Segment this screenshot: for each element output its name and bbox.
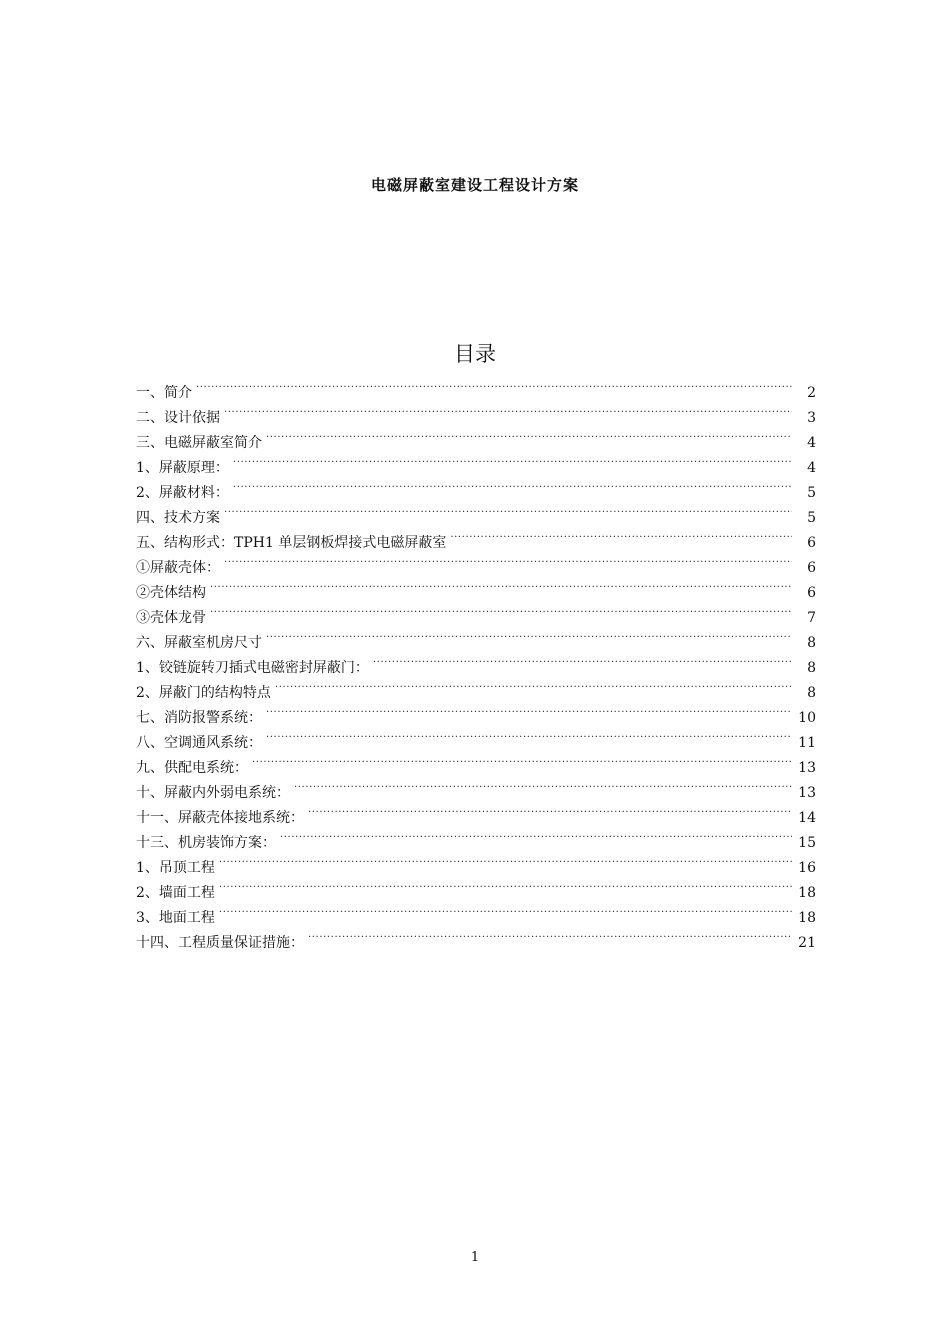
toc-entry-page: 14 bbox=[798, 810, 816, 826]
toc-dot-leader bbox=[224, 547, 792, 572]
toc-dot-leader bbox=[266, 422, 792, 447]
toc-dot-leader bbox=[196, 372, 792, 397]
toc-dot-leader bbox=[219, 847, 792, 872]
toc-dot-leader bbox=[224, 497, 792, 522]
toc-entry-label: 十一、屏蔽壳体接地系统： bbox=[136, 810, 304, 826]
toc-entry-page: 5 bbox=[807, 485, 816, 501]
toc-dot-leader bbox=[450, 522, 792, 547]
toc-entry-label: 三、电磁屏蔽室简介 bbox=[136, 435, 262, 451]
toc-entry-label: 八、空调通风系统： bbox=[136, 735, 262, 751]
toc-entry-page: 5 bbox=[807, 510, 816, 526]
document-title: 电磁屏蔽室建设工程设计方案 bbox=[370, 176, 579, 194]
toc-entry[interactable] bbox=[136, 522, 816, 551]
toc-dot-leader bbox=[294, 772, 792, 797]
toc-entry-label: 一、简介 bbox=[136, 385, 192, 401]
toc-entry[interactable] bbox=[136, 397, 816, 426]
toc-entry[interactable] bbox=[136, 372, 816, 401]
toc-entry[interactable] bbox=[136, 472, 816, 501]
table-of-contents bbox=[136, 372, 816, 951]
toc-entry-label: 1、吊顶工程 bbox=[136, 860, 215, 876]
toc-dot-leader bbox=[280, 822, 792, 847]
toc-dot-leader bbox=[308, 797, 792, 822]
toc-dot-leader bbox=[224, 397, 792, 422]
toc-entry[interactable] bbox=[136, 422, 816, 451]
toc-entry-page: 2 bbox=[807, 385, 816, 401]
toc-entry-label: 1、铰链旋转刀插式电磁密封屏蔽门： bbox=[136, 660, 369, 676]
toc-entry-label: ③壳体龙骨 bbox=[136, 610, 206, 626]
toc-entry-label: 二、设计依据 bbox=[136, 410, 220, 426]
toc-entry[interactable] bbox=[136, 497, 816, 526]
toc-dot-leader bbox=[233, 447, 792, 472]
toc-entry-label: 九、供配电系统： bbox=[136, 760, 248, 776]
toc-entry-label: 四、技术方案 bbox=[136, 510, 220, 526]
toc-entry-page: 13 bbox=[798, 785, 816, 801]
toc-dot-leader bbox=[266, 697, 792, 722]
toc-entry-label: 3、地面工程 bbox=[136, 910, 215, 926]
toc-entry-page: 6 bbox=[807, 585, 816, 601]
toc-entry[interactable] bbox=[136, 897, 816, 926]
toc-entry-page: 8 bbox=[807, 685, 816, 701]
toc-entry-page: 16 bbox=[798, 860, 816, 876]
toc-entry-label: ①屏蔽壳体： bbox=[136, 560, 220, 576]
toc-entry-page: 15 bbox=[798, 835, 816, 851]
toc-dot-leader bbox=[266, 622, 792, 647]
toc-entry[interactable] bbox=[136, 872, 816, 901]
toc-entry-page: 6 bbox=[807, 535, 816, 551]
toc-entry[interactable] bbox=[136, 922, 816, 951]
toc-entry-label: 十、屏蔽内外弱电系统： bbox=[136, 785, 290, 801]
toc-dot-leader bbox=[210, 572, 792, 597]
toc-entry[interactable] bbox=[136, 847, 816, 876]
toc-entry-page: 8 bbox=[807, 660, 816, 676]
toc-dot-leader bbox=[252, 747, 792, 772]
toc-entry-label: 十四、工程质量保证措施： bbox=[136, 935, 304, 951]
toc-entry-page: 6 bbox=[807, 560, 816, 576]
toc-entry-label: ②壳体结构 bbox=[136, 585, 206, 601]
toc-dot-leader bbox=[233, 472, 792, 497]
toc-entry-page: 13 bbox=[798, 760, 816, 776]
toc-entry-page: 7 bbox=[807, 610, 816, 626]
toc-dot-leader bbox=[219, 872, 792, 897]
toc-entry[interactable] bbox=[136, 572, 816, 601]
page-number: 1 bbox=[470, 1250, 480, 1265]
toc-dot-leader bbox=[275, 672, 792, 697]
toc-entry-label: 六、屏蔽室机房尺寸 bbox=[136, 635, 262, 651]
toc-entry-page: 4 bbox=[807, 460, 816, 476]
toc-entry-page: 8 bbox=[807, 635, 816, 651]
toc-entry[interactable] bbox=[136, 547, 816, 576]
toc-entry-label: 2、屏蔽门的结构特点 bbox=[136, 685, 271, 701]
toc-entry-page: 18 bbox=[798, 910, 816, 926]
toc-dot-leader bbox=[308, 922, 792, 947]
toc-entry-page: 4 bbox=[807, 435, 816, 451]
toc-dot-leader bbox=[219, 897, 792, 922]
toc-entry-page: 11 bbox=[798, 735, 816, 751]
toc-entry-page: 18 bbox=[798, 885, 816, 901]
toc-entry-label: 五、结构形式：TPH1 单层钢板焊接式电磁屏蔽室 bbox=[136, 535, 447, 551]
toc-entry-label: 1、屏蔽原理： bbox=[136, 460, 229, 476]
toc-entry-label: 2、屏蔽材料： bbox=[136, 485, 229, 501]
toc-dot-leader bbox=[266, 722, 792, 747]
toc-entry[interactable] bbox=[136, 597, 816, 626]
toc-entry-page: 3 bbox=[807, 410, 816, 426]
toc-entry-label: 七、消防报警系统： bbox=[136, 710, 262, 726]
toc-heading: 目录 bbox=[454, 342, 496, 366]
toc-entry-page: 21 bbox=[798, 935, 816, 951]
toc-entry[interactable] bbox=[136, 622, 816, 651]
toc-entry-label: 十三、机房装饰方案： bbox=[136, 835, 276, 851]
toc-entry-page: 10 bbox=[798, 710, 816, 726]
toc-entry-label: 2、墙面工程 bbox=[136, 885, 215, 901]
toc-dot-leader bbox=[210, 597, 792, 622]
toc-entry[interactable] bbox=[136, 447, 816, 476]
toc-dot-leader bbox=[373, 647, 792, 672]
